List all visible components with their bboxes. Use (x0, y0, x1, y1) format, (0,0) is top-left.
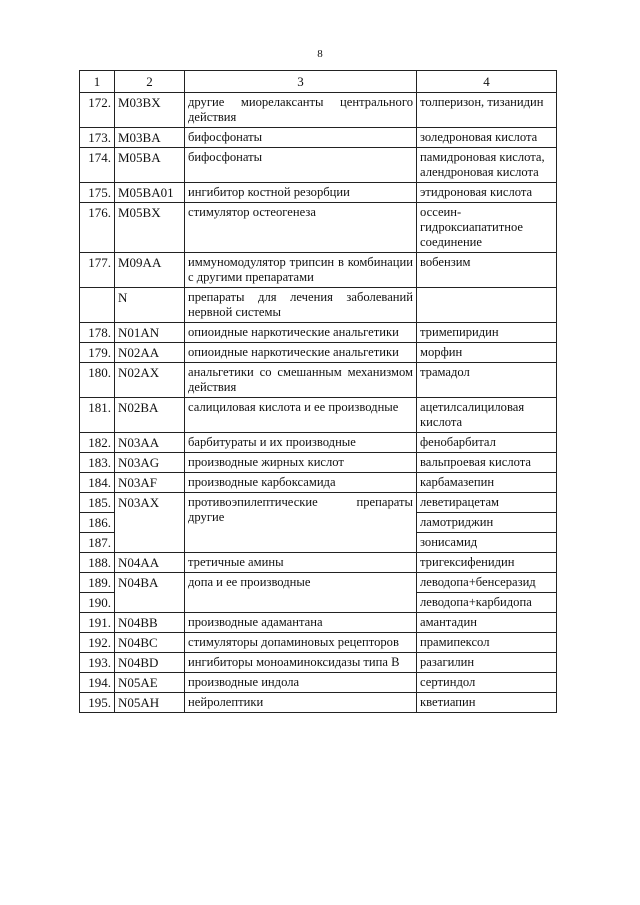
table-row (80, 148, 557, 183)
atc-code: N04BA (115, 573, 185, 613)
table-row (80, 343, 557, 363)
drug-name: вальпроевая кислота (417, 453, 557, 473)
table-row (80, 473, 557, 493)
group-description: производные карбоксамида (185, 473, 417, 493)
header-col-4: 4 (417, 71, 557, 93)
drug-name: зонисамид (417, 533, 557, 553)
group-description: салициловая кислота и ее производные (185, 398, 417, 433)
group-description: производные жирных кислот (185, 453, 417, 473)
atc-code: N03AG (115, 453, 185, 473)
group-description: анальгетики со смешанным механизмом действия (185, 363, 417, 398)
atc-code: N04BD (115, 653, 185, 673)
table-row (80, 673, 557, 693)
group-description: ингибиторы моноаминоксидазы типа B (185, 653, 417, 673)
row-number: 183. (80, 453, 115, 473)
drug-name: тригексифенидин (417, 553, 557, 573)
table-row (80, 203, 557, 253)
table-row (80, 693, 557, 713)
group-description: барбитураты и их производные (185, 433, 417, 453)
row-number: 193. (80, 653, 115, 673)
atc-code: M03BA (115, 128, 185, 148)
table-section-row (80, 288, 557, 323)
row-number: 191. (80, 613, 115, 633)
table-row (80, 398, 557, 433)
table-header-row (80, 71, 557, 93)
atc-code: N03AA (115, 433, 185, 453)
atc-code: N05AH (115, 693, 185, 713)
atc-code: M05BA01 (115, 183, 185, 203)
group-description: бифосфонаты (185, 128, 417, 148)
row-number: 173. (80, 128, 115, 148)
table-row (80, 433, 557, 453)
row-number (80, 288, 115, 323)
atc-code: M09AA (115, 253, 185, 288)
table-row (80, 573, 557, 593)
table-row (80, 653, 557, 673)
atc-code: N01AN (115, 323, 185, 343)
group-description: опиоидные наркотические анальгетики (185, 323, 417, 343)
drug-name: леветирацетам (417, 493, 557, 513)
drug-name: морфин (417, 343, 557, 363)
table-row (80, 633, 557, 653)
group-description: ингибитор костной резорбции (185, 183, 417, 203)
row-number: 177. (80, 253, 115, 288)
header-col-2: 2 (115, 71, 185, 93)
atc-code: M05BA (115, 148, 185, 183)
drug-name: ламотриджин (417, 513, 557, 533)
drug-name: леводопа+карбидопа (417, 593, 557, 613)
row-number: 195. (80, 693, 115, 713)
atc-code: N02BA (115, 398, 185, 433)
atc-code: N03AX (115, 493, 185, 553)
row-number: 172. (80, 93, 115, 128)
row-number: 176. (80, 203, 115, 253)
atc-code: M05BX (115, 203, 185, 253)
row-number: 181. (80, 398, 115, 433)
drug-name: трамадол (417, 363, 557, 398)
group-description: противоэпилептические препараты другие (185, 493, 417, 553)
atc-code: N (115, 288, 185, 323)
table-row (80, 323, 557, 343)
atc-code: M03BX (115, 93, 185, 128)
drug-name (417, 288, 557, 323)
drug-name: разагилин (417, 653, 557, 673)
row-number: 178. (80, 323, 115, 343)
row-number: 186. (80, 513, 115, 533)
table-row (80, 363, 557, 398)
row-number: 184. (80, 473, 115, 493)
row-number: 189. (80, 573, 115, 593)
group-description: производные адамантана (185, 613, 417, 633)
table-row (80, 183, 557, 203)
page-number: 8 (317, 48, 323, 60)
drug-name: золедроновая кислота (417, 128, 557, 148)
drug-classification-table (79, 70, 557, 713)
group-description: иммуномодулятор трипсин в комбинации с другими препаратами (185, 253, 417, 288)
group-description: стимулятор остеогенеза (185, 203, 417, 253)
row-number: 185. (80, 493, 115, 513)
row-number: 188. (80, 553, 115, 573)
atc-code: N04AA (115, 553, 185, 573)
table-row (80, 93, 557, 128)
group-description: опиоидные наркотические анальгетики (185, 343, 417, 363)
row-number: 192. (80, 633, 115, 653)
drug-name: тримепиридин (417, 323, 557, 343)
atc-code: N02AA (115, 343, 185, 363)
drug-name: леводопа+бенсеразид (417, 573, 557, 593)
drug-name: этидроновая кислота (417, 183, 557, 203)
group-description: другие миорелаксанты центрального действия (185, 93, 417, 128)
atc-code: N03AF (115, 473, 185, 493)
row-number: 190. (80, 593, 115, 613)
group-description: бифосфонаты (185, 148, 417, 183)
atc-code: N04BC (115, 633, 185, 653)
group-description: нейролептики (185, 693, 417, 713)
atc-code: N02AX (115, 363, 185, 398)
drug-name: оссеин-гидроксиапатитное соединение (417, 203, 557, 253)
atc-code: N04BB (115, 613, 185, 633)
drug-name: ацетилсалициловая кислота (417, 398, 557, 433)
atc-code: N05AE (115, 673, 185, 693)
drug-name: вобензим (417, 253, 557, 288)
table-row (80, 553, 557, 573)
table-row (80, 453, 557, 473)
table-row (80, 253, 557, 288)
row-number: 180. (80, 363, 115, 398)
table-row (80, 493, 557, 513)
drug-name: фенобарбитал (417, 433, 557, 453)
drug-name: прамипексол (417, 633, 557, 653)
row-number: 182. (80, 433, 115, 453)
row-number: 179. (80, 343, 115, 363)
row-number: 187. (80, 533, 115, 553)
group-description: препараты для лечения заболеваний нервной системы (185, 288, 417, 323)
drug-name: кветиапин (417, 693, 557, 713)
header-col-1: 1 (80, 71, 115, 93)
header-col-3: 3 (185, 71, 417, 93)
drug-name: сертиндол (417, 673, 557, 693)
group-description: третичные амины (185, 553, 417, 573)
drug-name: амантадин (417, 613, 557, 633)
group-description: стимуляторы допаминовых рецепторов (185, 633, 417, 653)
row-number: 194. (80, 673, 115, 693)
table-row (80, 613, 557, 633)
drug-name: толперизон, тизанидин (417, 93, 557, 128)
group-description: производные индола (185, 673, 417, 693)
table-row (80, 128, 557, 148)
group-description: допа и ее производные (185, 573, 417, 613)
row-number: 174. (80, 148, 115, 183)
row-number: 175. (80, 183, 115, 203)
drug-name: карбамазепин (417, 473, 557, 493)
drug-name: памидроновая кислота, алендроновая кислота (417, 148, 557, 183)
